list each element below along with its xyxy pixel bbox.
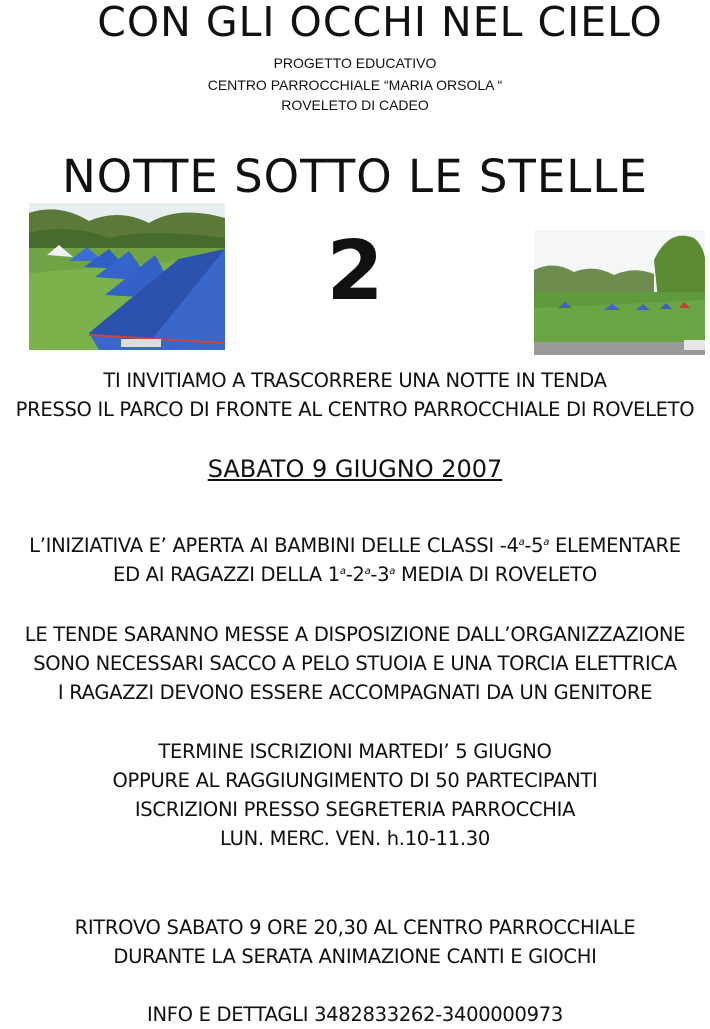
eligibility-line-2-c: -3 <box>370 563 390 586</box>
eligibility-line-2-a: ED AI RAGAZZI DELLA 1 <box>113 563 340 586</box>
registration-line-2: OPPURE AL RAGGIUNGIMENTO DI 50 PARTECIPANTI <box>112 769 598 792</box>
tents-info-text <box>0 620 710 707</box>
superscript-a: a <box>339 566 346 577</box>
event-title: NOTTE SOTTO LE STELLE <box>62 150 648 203</box>
eligibility-text <box>0 531 710 589</box>
meeting-line-2: DURANTE LA SERATA ANIMAZIONE CANTI E GIOCHI <box>113 945 597 968</box>
eligibility-line-2 <box>0 560 710 589</box>
eligibility-line-1 <box>0 531 710 560</box>
poster-title: CON GLI OCCHI NEL CIELO <box>97 0 663 46</box>
eligibility-line-2-b: -2 <box>345 563 365 586</box>
location-name: ROVELETO DI CADEO <box>281 97 429 113</box>
eligibility-line-1-b: -5 <box>524 534 544 557</box>
invitation-line-2: PRESSO IL PARCO DI FRONTE AL CENTRO PARROCCHIALE DI ROVELETO <box>15 398 695 421</box>
superscript-a: a <box>543 537 550 548</box>
tents-line-2: SONO NECESSARI SACCO A PELO STUOIA E UNA TORCIA ELETTRICA <box>33 652 677 675</box>
tents-line-3: I RAGAZZI DEVONO ESSERE ACCOMPAGNATI DA UN GENITORE <box>57 681 653 704</box>
registration-line-4: LUN. MERC. VEN. h.10-11.30 <box>220 827 490 850</box>
event-date: SABATO 9 GIUGNO 2007 <box>207 455 503 483</box>
registration-line-3: ISCRIZIONI PRESSO SEGRETERIA PARROCCHIA <box>134 798 576 821</box>
edition-number: 2 <box>326 224 384 319</box>
superscript-a: a <box>389 566 396 577</box>
eligibility-line-1-c: ELEMENTARE <box>549 534 681 557</box>
meeting-line-1: RITROVO SABATO 9 ORE 20,30 AL CENTRO PARROCCHIALE <box>74 916 636 939</box>
registration-text <box>0 737 710 853</box>
eligibility-line-1-a: L’INIZIATIVA E’ APERTA AI BAMBINI DELLE CLASSI -4 <box>29 534 519 557</box>
invitation-text <box>0 366 710 424</box>
project-label: PROGETTO EDUCATIVO <box>273 55 437 71</box>
tents-park-photo <box>534 230 705 355</box>
tents-line-1: LE TENDE SARANNO MESSE A DISPOSIZIONE DALL’ORGANIZZAZIONE <box>24 623 686 646</box>
superscript-a: a <box>518 537 525 548</box>
registration-line-1: TERMINE ISCRIZIONI MARTEDI’ 5 GIUGNO <box>158 740 552 763</box>
contact-info: INFO E DETTAGLI 3482833262-3400000973 <box>147 1003 563 1026</box>
eligibility-line-2-d: MEDIA DI ROVELETO <box>395 563 597 586</box>
parish-center-name: CENTRO PARROCCHIALE “MARIA ORSOLA “ <box>207 77 503 93</box>
superscript-a: a <box>364 566 371 577</box>
meeting-text <box>0 913 710 971</box>
invitation-line-1: TI INVITIAMO A TRASCORRERE UNA NOTTE IN TENDA <box>103 369 607 392</box>
